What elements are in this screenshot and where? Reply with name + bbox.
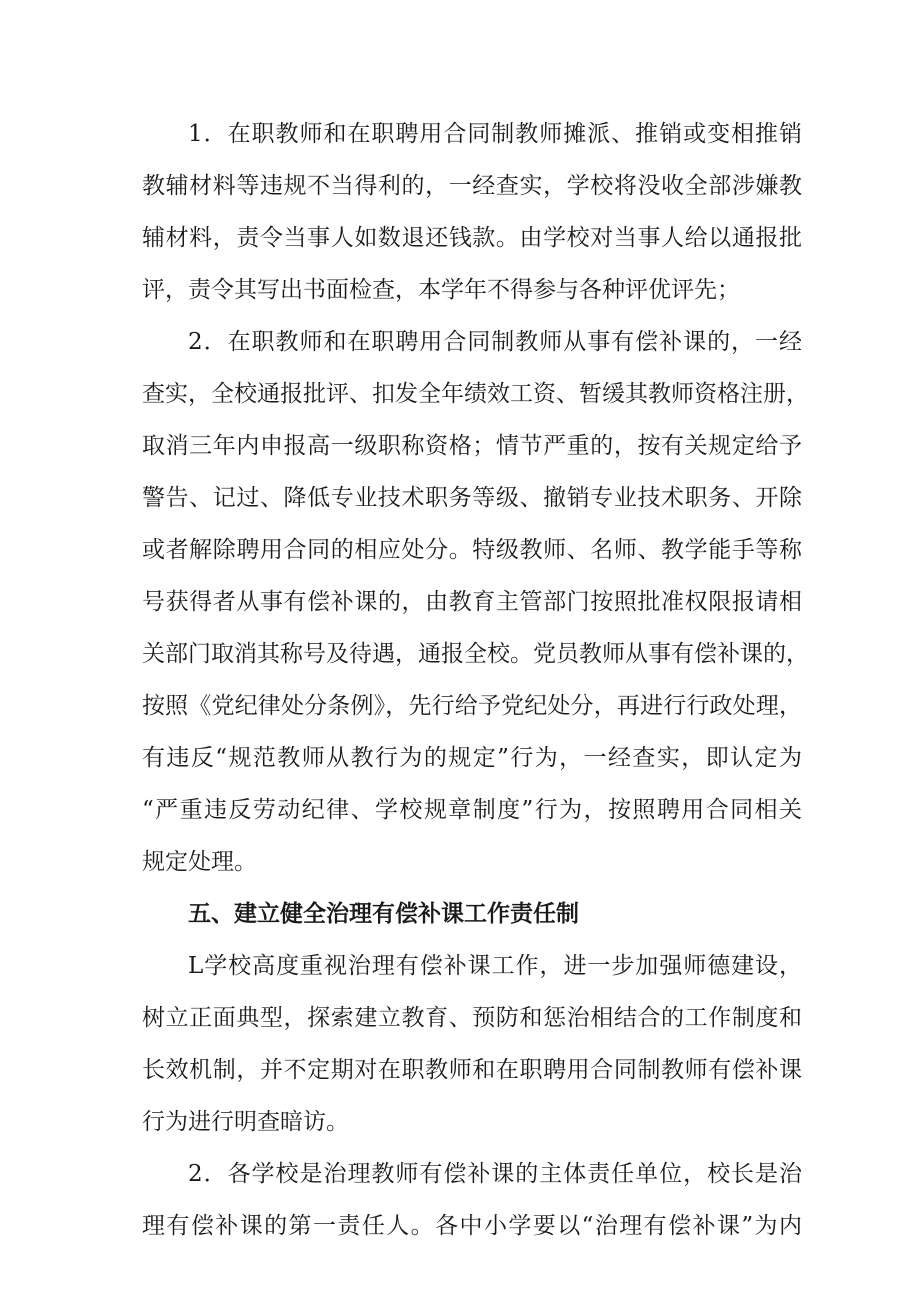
paragraph-2-line-1: 2．在职教师和在职聘用合同制教师从事有偿补课的，一经 xyxy=(188,329,802,355)
paragraph-1-line-2: 教辅材料等违规不当得利的，一经查实，学校将没收全部涉嫌教 xyxy=(142,173,802,199)
paragraph-1-line-3: 辅材料，责令当事人如数退还钱款。由学校对当事人给以通报批 xyxy=(142,225,802,251)
paragraph-2-line-6: 号获得者从事有偿补课的，由教育主管部门按照批准权限报请相 xyxy=(142,589,802,615)
paragraph-2-line-9: 有违反“规范教师从教行为的规定”行为，一经查实，即认定为 xyxy=(142,745,802,771)
paragraph-2-line-2: 查实，全校通报批评、扣发全年绩效工资、暂缓其教师资格注册， xyxy=(142,381,809,407)
paragraph-2-line-11: 规定处理。 xyxy=(142,849,257,875)
paragraph-4-line-2: 理有偿补课的第一责任人。各中小学要以“治理有偿补课”为内 xyxy=(142,1213,802,1239)
paragraph-3-line-1: L学校高度重视治理有偿补课工作，进一步加强师德建设， xyxy=(188,953,802,979)
paragraph-2-line-10: “严重违反劳动纪律、学校规章制度”行为，按照聘用合同相关 xyxy=(142,797,802,823)
paragraph-4-line-1: 2．各学校是治理教师有偿补课的主体责任单位，校长是治 xyxy=(188,1161,802,1187)
paragraph-2-line-5: 或者解除聘用合同的相应处分。特级教师、名师、教学能手等称 xyxy=(142,537,802,563)
paragraph-1-line-4: 评，责令其写出书面检查，本学年不得参与各种评优评先； xyxy=(142,277,740,303)
paragraph-3-line-2: 树立正面典型，探索建立教育、预防和惩治相结合的工作制度和 xyxy=(142,1005,802,1031)
paragraph-2-line-3: 取消三年内申报高一级职称资格；情节严重的，按有关规定给予 xyxy=(142,433,802,459)
paragraph-2-line-4: 警告、记过、降低专业技术职务等级、撤销专业技术职务、开除 xyxy=(142,485,802,511)
paragraph-3-line-4: 行为进行明查暗访。 xyxy=(142,1109,349,1135)
paragraph-3-line-3: 长效机制，并不定期对在职教师和在职聘用合同制教师有偿补课 xyxy=(142,1057,802,1083)
paragraph-2-line-8: 按照《党纪律处分条例》，先行给予党纪处分，再进行行政处理， xyxy=(142,693,802,719)
section-heading-5: 五、建立健全治理有偿补课工作责任制 xyxy=(188,901,579,927)
paragraph-1-line-1: 1．在职教师和在职聘用合同制教师摊派、推销或变相推销 xyxy=(188,121,802,147)
paragraph-2-line-7: 关部门取消其称号及待遇，通报全校。党员教师从事有偿补课的， xyxy=(142,641,809,667)
